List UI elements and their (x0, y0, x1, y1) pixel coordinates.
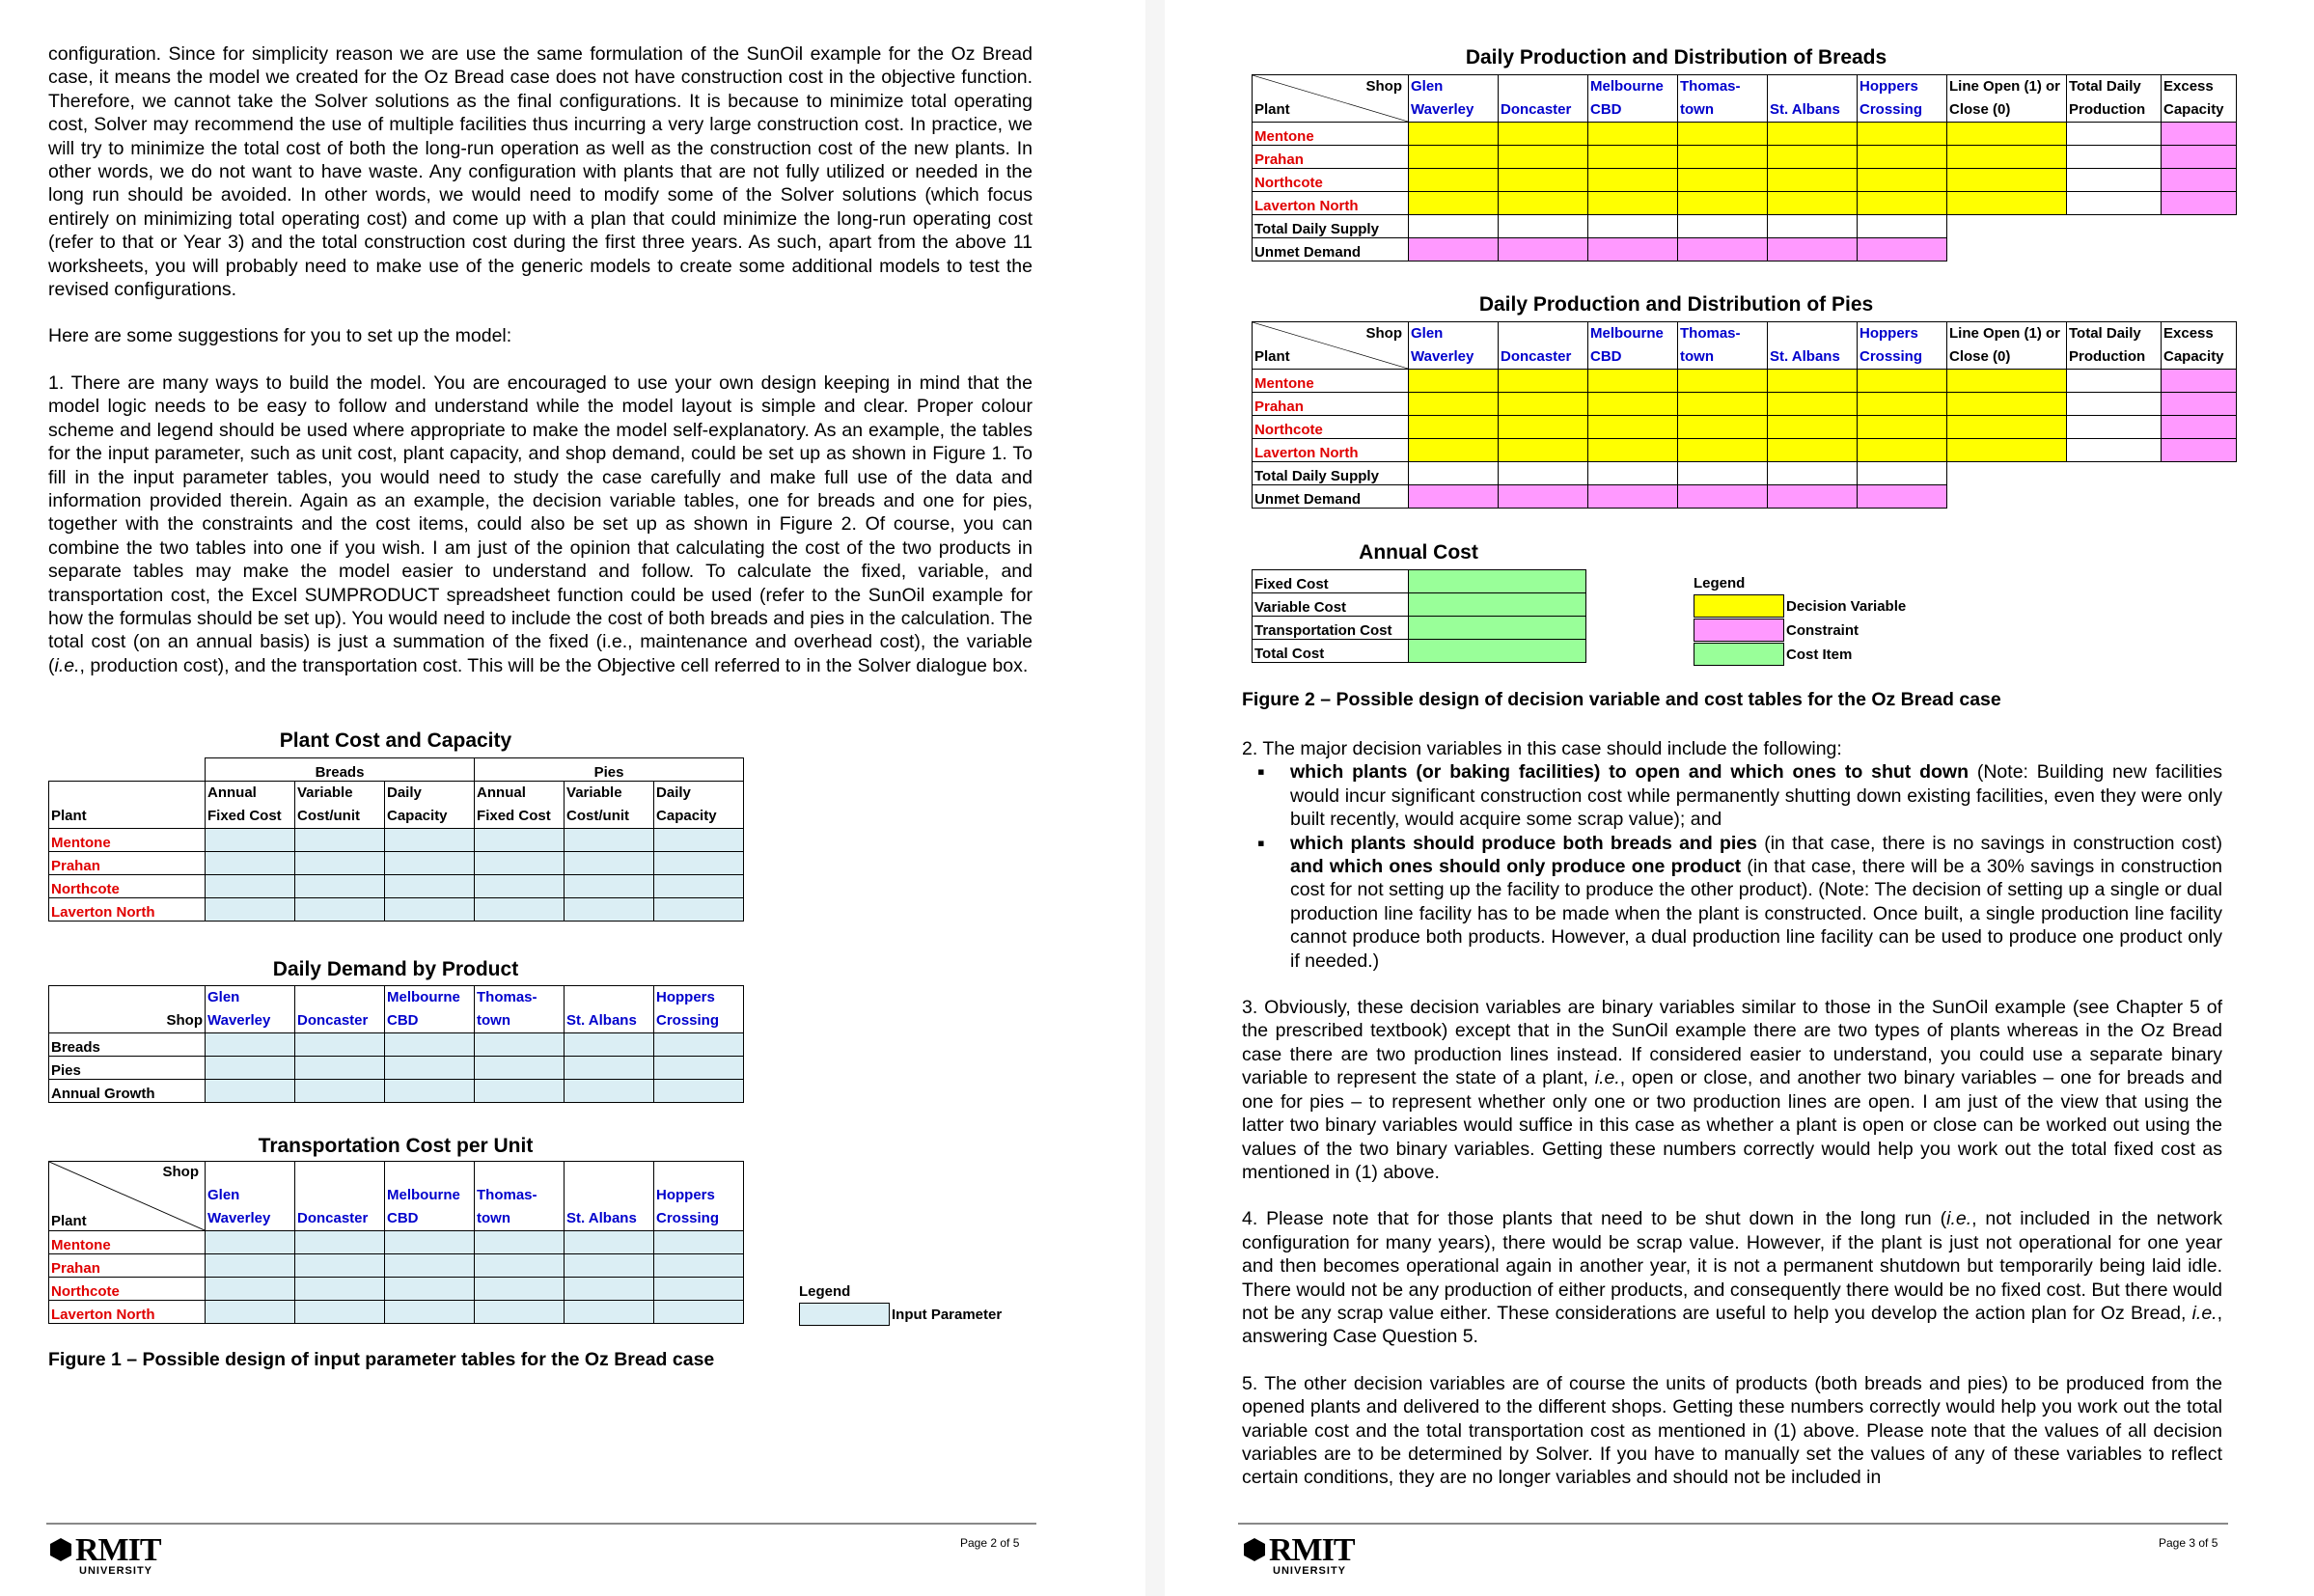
excess-capacity-cell (2162, 146, 2237, 169)
table-row (1253, 169, 2237, 192)
list-item: ▪ which plants should produce both breads and pies (in that case, there is no savings in construction cost) and which ones should only produce one product (in that case, there will be a 30% savings in construction cost for not setting up the facility to produce the other product). (Note: The decision of setting up a single or dual production line facility has to be made when the plant is constructed. Once built, a single production line facility cannot produce both products. However, a dual production line facility can be used to produce one product only if needed.) (1290, 832, 2222, 973)
supply-cell (1499, 215, 1588, 238)
supply-cell (1409, 462, 1499, 485)
unmet-cell (1768, 485, 1858, 509)
row-label: Breads (49, 1033, 206, 1057)
decision-cell (1588, 439, 1678, 462)
line-open-cell (1947, 123, 2067, 146)
decision-variable-swatch (1694, 594, 1784, 618)
decision-cell (1588, 393, 1678, 416)
shop-header: Shop (49, 986, 206, 1033)
unmet-cell (1499, 485, 1588, 509)
plant-label: Laverton North (49, 1301, 206, 1324)
decision-cell (1768, 370, 1858, 393)
decision-cell (1678, 393, 1768, 416)
shop-col-header: Doncaster (1499, 75, 1588, 123)
suggestions-heading: Here are some suggestions for you to set up the model: (48, 325, 512, 347)
table-row (1253, 192, 2237, 215)
rmit-emblem-icon (1242, 1536, 1267, 1563)
decision-cell (1588, 146, 1678, 169)
line-open-cell (1947, 439, 2067, 462)
shop-label: Shop (1365, 325, 1402, 342)
col-header: Total Daily Production (2067, 75, 2162, 123)
decision-cell (1409, 370, 1499, 393)
rmit-logo: RMIT UNIVERSITY (1242, 1536, 1355, 1577)
row-label: Total Daily Supply (1253, 215, 1409, 238)
shop-label: Shop (1365, 78, 1402, 95)
item-2-intro: 2. The major decision variables in this case should include the following: (1242, 738, 1842, 759)
line-open-cell (1947, 370, 2067, 393)
table-row (1253, 393, 2237, 416)
col-header: Annual Fixed Cost (475, 782, 565, 829)
shop-col-header: Hoppers Crossing (654, 1184, 744, 1231)
table-row (49, 1057, 744, 1080)
decision-cell (1499, 169, 1588, 192)
unmet-cell (1678, 238, 1768, 261)
table-row (49, 898, 744, 922)
plant-label: Prahan (49, 1254, 206, 1278)
table-row (1253, 439, 2237, 462)
shop-col-header: Melbourne CBD (385, 1184, 475, 1231)
supply-cell (1858, 215, 1947, 238)
shop-col-header: St. Albans (1768, 322, 1858, 370)
total-production-cell (2067, 393, 2162, 416)
total-production-cell (2067, 416, 2162, 439)
shop-col-header: Melbourne CBD (385, 986, 475, 1033)
figure-2-caption: Figure 2 – Possible design of decision variable and cost tables for the Oz Bread case (1242, 689, 2001, 710)
input-parameter-legend: Input Parameter (892, 1307, 1003, 1323)
col-header: Daily Capacity (654, 782, 744, 829)
unmet-cell (1678, 485, 1768, 509)
decision-cell (1499, 370, 1588, 393)
decision-cell (1768, 393, 1858, 416)
decision-cell (1678, 370, 1768, 393)
decision-cell (1678, 416, 1768, 439)
daily-demand-table (48, 985, 744, 1103)
col-header: Total Daily Production (2067, 322, 2162, 370)
pies-distribution-title: Daily Production and Distribution of Pies (1478, 293, 1874, 316)
total-production-cell (2067, 192, 2162, 215)
table-row (1253, 416, 2237, 439)
decision-cell (1858, 123, 1947, 146)
constraint-legend: Constraint (1786, 622, 1859, 639)
shop-col-header: Thomas-town (1678, 75, 1768, 123)
plant-label: Mentone (1253, 123, 1409, 146)
line-open-cell (1947, 146, 2067, 169)
decision-cell (1409, 416, 1499, 439)
table-row (49, 1231, 744, 1254)
item-5-paragraph: 5. The other decision variables are of course the units of products (both breads and pies) to be produced from the opened plants and delivered to the different shops. Getting these numbers correctly would help you work out the total variable cost and the total transportation cost as mentioned in (1) above. Please note that the values of all decision variables are to be determined by Solver. If you have to manually set the values of any of these variables to reflect certain conditions, they are no longer variables and should not be included in (1242, 1372, 2222, 1489)
supply-cell (1499, 462, 1588, 485)
shop-plant-diagonal-header (1253, 75, 1409, 123)
plant-label: Plant (51, 1213, 87, 1229)
cost-row-label: Total Cost (1253, 640, 1409, 663)
shop-col-header: Melbourne CBD (1588, 322, 1678, 370)
plant-label: Prahan (1253, 146, 1409, 169)
row-label: Pies (49, 1057, 206, 1080)
shop-plant-diagonal-header (49, 1162, 206, 1231)
excess-capacity-cell (2162, 192, 2237, 215)
table-row (1253, 370, 2237, 393)
table-row (1253, 146, 2237, 169)
intro-paragraph: configuration. Since for simplicity reason we are use the same formulation of the SunOil example for the Oz Bread case, it means the model we created for the Oz Bread case does not have construction cost in the objective function. Therefore, we cannot take the Solver solutions as the final configurations. It is because to minimize total operating cost, Solver may recommend the use of multiple facilities thus incurring a very large construction cost. In practice, we will try to minimize the total cost of both the long-run operation as well as the construction cost of the new plants. In other words, we do not want to have waste. Any configuration with plants that are not fully utilized or needed in the long run should be avoided. In other words, we would need to modify some of the Solver solutions (which focus entirely on minimizing total operating cost) and come up with a plan that could minimize the long-run operating cost (refer to that or Year 3) and the total construction cost during the first three years. As such, apart from the above 11 worksheets, you will probably need to make use of the generic models to create some additional models to test the revised configurations. (48, 43, 1033, 301)
plant-cost-table (48, 757, 744, 922)
decision-cell (1409, 169, 1499, 192)
decision-cell (1858, 169, 1947, 192)
decision-variable-legend: Decision Variable (1786, 598, 1907, 615)
table-row (1253, 640, 1586, 663)
decision-cell (1858, 393, 1947, 416)
breads-distribution-table (1252, 74, 2237, 261)
footer-rule (1238, 1523, 2228, 1525)
excess-capacity-cell (2162, 439, 2237, 462)
decision-cell (1588, 123, 1678, 146)
total-production-cell (2067, 439, 2162, 462)
shop-col-header: Glen Waverley (1409, 322, 1499, 370)
plant-label: Laverton North (1253, 192, 1409, 215)
decision-cell (1588, 370, 1678, 393)
page-number: Page 3 of 5 (2159, 1536, 2218, 1550)
plant-label: Northcote (1253, 169, 1409, 192)
table-row (49, 829, 744, 852)
footer-rule (46, 1523, 1036, 1525)
decision-cell (1678, 439, 1768, 462)
total-production-cell (2067, 123, 2162, 146)
shop-col-header: Thomas-town (475, 986, 565, 1033)
plant-label: Plant (1254, 348, 1290, 365)
supply-cell (1678, 462, 1768, 485)
table-row (1253, 617, 1586, 640)
decision-cell (1678, 192, 1768, 215)
shop-col-header: Thomas-town (1678, 322, 1768, 370)
shop-col-header: Hoppers Crossing (1858, 322, 1947, 370)
cost-row-label: Transportation Cost (1253, 617, 1409, 640)
shop-col-header: St. Albans (565, 1184, 654, 1231)
input-parameter-swatch (799, 1303, 890, 1326)
plant-label: Mentone (49, 829, 206, 852)
rmit-emblem-icon (48, 1536, 73, 1563)
supply-cell (1858, 462, 1947, 485)
decision-cell (1768, 146, 1858, 169)
table-row (49, 1278, 744, 1301)
unmet-cell (1588, 485, 1678, 509)
table-row (1253, 123, 2237, 146)
shop-col-header: Doncaster (295, 986, 385, 1033)
decision-cell (1499, 192, 1588, 215)
decision-cell (1768, 192, 1858, 215)
supply-cell (1409, 215, 1499, 238)
supply-cell (1768, 215, 1858, 238)
col-header: Line Open (1) or Close (0) (1947, 75, 2067, 123)
decision-cell (1409, 146, 1499, 169)
decision-cell (1768, 416, 1858, 439)
table-row (1253, 485, 2237, 509)
unmet-cell (1409, 238, 1499, 261)
blank-cell (206, 1162, 295, 1185)
decision-cell (1768, 439, 1858, 462)
pies-group-header: Pies (475, 758, 744, 782)
unmet-cell (1499, 238, 1588, 261)
row-label: Unmet Demand (1253, 238, 1409, 261)
cost-row-label: Variable Cost (1253, 593, 1409, 617)
decision-cell (1858, 416, 1947, 439)
table-row (1253, 593, 1586, 617)
plant-label: Prahan (49, 852, 206, 875)
plant-cost-table-title: Plant Cost and Capacity (279, 729, 512, 752)
excess-capacity-cell (2162, 393, 2237, 416)
col-header: Daily Capacity (385, 782, 475, 829)
item-3-paragraph: 3. Obviously, these decision variables are binary variables similar to those in the SunOil example (see Chapter 5 of the prescribed textbook) except that in the SunOil example there are two types of plants whereas in the Oz Bread case there are two production lines instead. If considered easier to understand, you could use a separate binary variable to represent the state of a plant, i.e., open or close, and another two binary variables – one for breads and one for pies – to represent whether only one or two production lines are open. I am just of the view that using the latter two binary variables would suffice in this case as whether a plant is open or close can be worked out using the values of the two binary variables. Getting these numbers correctly would help you work out the total fixed cost as mentioned in (1) above. (1242, 997, 2223, 1183)
decision-cell (1858, 146, 1947, 169)
table-row (1253, 215, 2237, 238)
unmet-cell (1409, 485, 1499, 509)
blank-cell (49, 758, 206, 782)
excess-capacity-cell (2162, 416, 2237, 439)
page-number: Page 2 of 5 (960, 1536, 1020, 1550)
decision-variable-list (1242, 760, 2222, 973)
cost-item-legend: Cost Item (1786, 647, 1853, 663)
decision-cell (1499, 416, 1588, 439)
plant-label: Northcote (49, 1278, 206, 1301)
table-row (49, 875, 744, 898)
table-row (1253, 462, 2237, 485)
col-header: Variable Cost/unit (565, 782, 654, 829)
col-header: Excess Capacity (2162, 322, 2237, 370)
shop-col-header: Doncaster (1499, 322, 1588, 370)
page3-body-text (1242, 737, 2222, 1490)
col-header: Variable Cost/unit (295, 782, 385, 829)
line-open-cell (1947, 169, 2067, 192)
col-header: Excess Capacity (2162, 75, 2237, 123)
cost-row-label: Fixed Cost (1253, 570, 1409, 593)
row-label: Total Daily Supply (1253, 462, 1409, 485)
table-row (1253, 238, 2237, 261)
total-production-cell (2067, 146, 2162, 169)
row-label: Annual Growth (49, 1080, 206, 1103)
unmet-cell (1768, 238, 1858, 261)
table-row (49, 1033, 744, 1057)
plant-label: Northcote (49, 875, 206, 898)
supply-cell (1678, 215, 1768, 238)
decision-cell (1409, 123, 1499, 146)
page-3 (1165, 0, 2314, 1596)
supply-cell (1588, 462, 1678, 485)
excess-capacity-cell (2162, 169, 2237, 192)
shop-col-header: Hoppers Crossing (654, 986, 744, 1033)
table-row (49, 1301, 744, 1324)
decision-cell (1588, 192, 1678, 215)
annual-cost-title: Annual Cost (1359, 541, 1478, 564)
col-header: Annual Fixed Cost (206, 782, 295, 829)
decision-cell (1678, 169, 1768, 192)
page-2 (0, 0, 1145, 1596)
decision-cell (1768, 123, 1858, 146)
decision-cell (1858, 439, 1947, 462)
legend-title: Legend (1694, 575, 1746, 592)
line-open-cell (1947, 416, 2067, 439)
line-open-cell (1947, 192, 2067, 215)
plant-label: Prahan (1253, 393, 1409, 416)
plant-label: Laverton North (49, 898, 206, 922)
transport-cost-table-title: Transportation Cost per Unit (258, 1135, 534, 1157)
plant-label: Plant (1254, 101, 1290, 118)
supply-cell (1588, 215, 1678, 238)
constraint-swatch (1694, 619, 1784, 642)
rmit-logo: RMIT UNIVERSITY (48, 1536, 161, 1577)
shop-col-header: Glen Waverley (206, 1184, 295, 1231)
figure-1-caption: Figure 1 – Possible design of input parameter tables for the Oz Bread case (48, 1349, 715, 1370)
unmet-cell (1858, 238, 1947, 261)
decision-cell (1678, 123, 1768, 146)
decision-cell (1499, 393, 1588, 416)
pies-distribution-table (1252, 321, 2237, 509)
total-production-cell (2067, 169, 2162, 192)
list-item: ▪ which plants (or baking facilities) to open and which ones to shut down (Note: Building new facilities would incur significant construction cost while permanently shutting down existing facilities, even they were only built recently, would acquire some scrap value); and (1290, 760, 2222, 831)
plant-header: Plant (49, 782, 206, 829)
item-4-paragraph: 4. Please note that for those plants that need to be shut down in the long run (i.e., not included in the network configuration for many years), there would be scrap value. However, if the plant is just not operational for one year and then becomes operational again in another year, it is not a permanent shutdown but temporarily being laid idle. There would not be any production of either products, and consequently there would be no fixed cost. But there would not be any scrap value either. These considerations are useful to help you develop the action plan for Oz Bread, i.e., answering Case Question 5. (1242, 1208, 2222, 1348)
page2-body-text (48, 42, 1033, 677)
shop-col-header: St. Albans (565, 986, 654, 1033)
cost-item-swatch (1694, 643, 1784, 666)
shop-plant-diagonal-header (1253, 322, 1409, 370)
decision-cell (1678, 146, 1768, 169)
decision-cell (1588, 169, 1678, 192)
decision-cell (1588, 416, 1678, 439)
decision-cell (1499, 439, 1588, 462)
table-row (1253, 570, 1586, 593)
legend-title: Legend (799, 1283, 851, 1300)
decision-cell (1499, 146, 1588, 169)
excess-capacity-cell (2162, 123, 2237, 146)
row-label: Unmet Demand (1253, 485, 1409, 509)
transport-cost-table (48, 1161, 744, 1324)
shop-col-header: Melbourne CBD (1588, 75, 1678, 123)
shop-col-header: St. Albans (1768, 75, 1858, 123)
col-header: Line Open (1) or Close (0) (1947, 322, 2067, 370)
decision-cell (1768, 169, 1858, 192)
decision-cell (1409, 393, 1499, 416)
plant-label: Mentone (1253, 370, 1409, 393)
decision-cell (1409, 192, 1499, 215)
shop-col-header: Hoppers Crossing (1858, 75, 1947, 123)
shop-col-header: Doncaster (295, 1184, 385, 1231)
line-open-cell (1947, 393, 2067, 416)
plant-label: Northcote (1253, 416, 1409, 439)
table-row (49, 852, 744, 875)
total-production-cell (2067, 370, 2162, 393)
shop-col-header: Glen Waverley (1409, 75, 1499, 123)
plant-label: Mentone (49, 1231, 206, 1254)
unmet-cell (1588, 238, 1678, 261)
supply-cell (1768, 462, 1858, 485)
daily-demand-table-title: Daily Demand by Product (272, 958, 519, 980)
shop-col-header: Glen Waverley (206, 986, 295, 1033)
table-row (49, 1254, 744, 1278)
excess-capacity-cell (2162, 370, 2237, 393)
annual-cost-table (1252, 569, 1586, 663)
breads-group-header: Breads (206, 758, 475, 782)
table-row (49, 1080, 744, 1103)
decision-cell (1858, 192, 1947, 215)
breads-distribution-title: Daily Production and Distribution of Breads (1465, 46, 1887, 69)
decision-cell (1858, 370, 1947, 393)
shop-label: Shop (162, 1164, 199, 1180)
item-1-paragraph: 1. There are many ways to build the model. You are encouraged to use your own design keeping in mind that the model logic needs to be easy to follow and understand while the model layout is simple and clear. Proper colour scheme and legend should be used where appropriate to make the model self-explanatory. As an example, the tables for the input parameter, such as unit cost, plant capacity, and shop demand, could be set up as shown in Figure 1. To fill in the input parameter tables, you would need to study the case carefully and make full use of the data and information provided therein. Again as an example, the decision variable tables, one for breads and one for pies, together with the constraints and the cost items, could also be set up as shown in Figure 2. Of course, you can combine the two tables into one if you wish. I am just of the opinion that calculating the cost of the two products in separate tables may make the model easier to understand and follow. To calculate the fixed, variable, and transportation cost, the Excel SUMPRODUCT spreadsheet function could be used (refer to the SunOil example for how the formulas should be set up). You would need to include the cost of both breads and pies in the calculation. The total cost (on an annual basis) is just a summation of the fixed (i.e., maintenance and overhead cost), the variable (i.e., production cost), and the transportation cost. This will be the Objective cell referred to in the Solver dialogue box. (48, 371, 1033, 676)
decision-cell (1499, 123, 1588, 146)
unmet-cell (1858, 485, 1947, 509)
plant-label: Laverton North (1253, 439, 1409, 462)
shop-col-header: Thomas-town (475, 1184, 565, 1231)
page-gutter (1145, 0, 1165, 1596)
decision-cell (1409, 439, 1499, 462)
